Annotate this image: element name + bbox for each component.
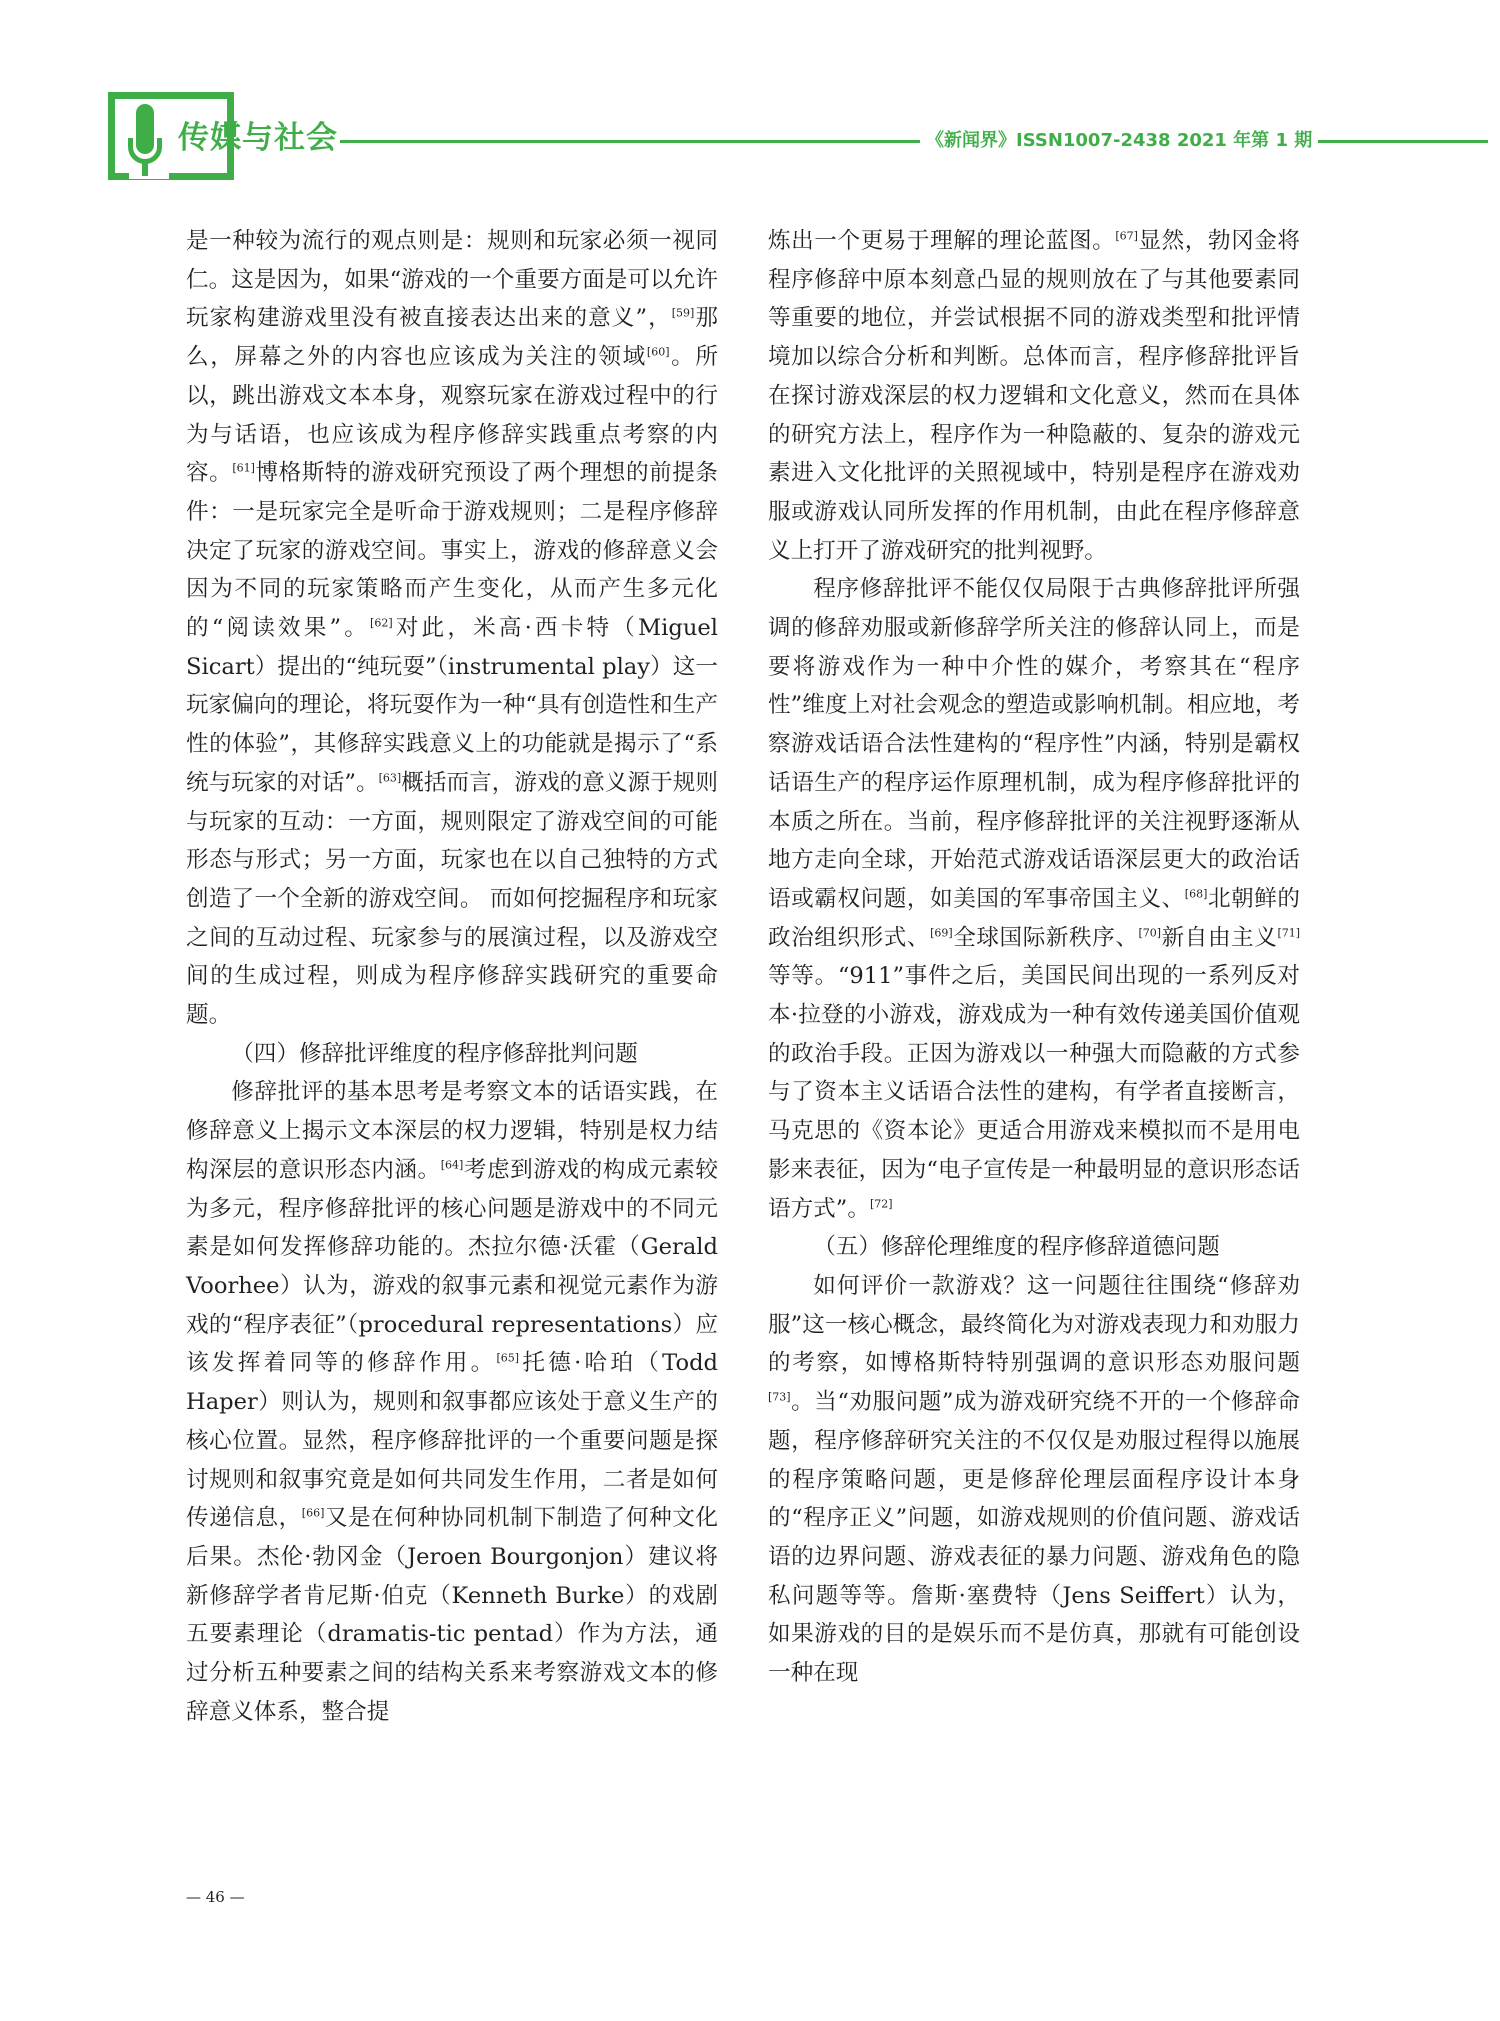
header-rule-right (1318, 140, 1488, 143)
subheading: （五）修辞伦理维度的程序修辞道德问题 (813, 1234, 1220, 1261)
subheading: （四）修辞批评维度的程序修辞批判问题 (231, 1040, 638, 1067)
citation-ref: [62] (370, 616, 393, 630)
citation-ref: [69] (930, 926, 953, 940)
citation-ref: [59] (671, 306, 695, 320)
citation-ref: [71] (1277, 926, 1301, 940)
paragraph: 炼出一个更易于理解的理论蓝图。[67]显然，勃冈金将程序修辞中原本刻意凸显的规则放在了与其他要素同等重要的地位，并尝试根据不同的游戏类型和批评情境加以综合分析和判断。总体而言，程序修辞批评旨在探讨游戏深层的权力逻辑和文化意义，然而在具体的研究方法上，程序作为一种隐蔽的、复杂的游戏元素进入文化批评的关照视域中，特别是程序在游戏劝服或游戏认同所发挥的作用机制，由此在程序修辞意义上打开了游戏研究的批判视野。 (768, 228, 1301, 564)
right-column (768, 222, 1300, 1693)
citation-ref: [65] (496, 1351, 520, 1365)
citation-ref: [66] (301, 1506, 325, 1520)
citation-ref: [64] (440, 1158, 464, 1172)
paragraph: 修辞批评的基本思考是考察文本的话语实践，在修辞意义上揭示文本深层的权力逻辑，特别是权力结构深层的意识形态内涵。[64]考虑到游戏的构成元素较为多元，程序修辞批评的核心问题是游戏中的不同元素是如何发挥修辞功能的。杰拉尔德·沃霍（Gerald Voorhee）认为，游戏的叙事元素和视觉元素作为游戏的“程序表征”（procedural representations）应该发挥着同等的修辞作用。[65]托德·哈珀（Todd Haper）则认为，规则和叙事都应该处于意义生产的核心位置。显然，程序修辞批评的一个重要问题是探讨规则和叙事究竟是如何共同发生作用，二者是如何传递信息，[66]又是在何种协同机制下制造了何种文化后果。杰伦·勃冈金（Jeroen Bourgonjon）建议将新修辞学者肯尼斯·伯克（Kenneth Burke）的戏剧五要素理论（dramatis-tic pentad）作为方法，通过分析五种要素之间的结构关系来考察游戏文本的修辞意义体系，整合提 (186, 1079, 719, 1725)
header-rule-left (340, 140, 920, 143)
citation-ref: [70] (1138, 926, 1162, 940)
journal-info: 《新闻界》ISSN1007-2438 2021 年第 1 期 (926, 130, 1313, 151)
paragraph: 是一种较为流行的观点则是：规则和玩家必须一视同仁。这是因为，如果“游戏的一个重要方面是可以允许玩家构建游戏里没有被直接表达出来的意义”，[59]那么，屏幕之外的内容也应该成为关注的领域[60]。所以，跳出游戏文本本身，观察玩家在游戏过程中的行为与话语，也应该成为程序修辞实践重点考察的内容。[61]博格斯特的游戏研究预设了两个理想的前提条件：一是玩家完全是听命于游戏规则；二是程序修辞决定了玩家的游戏空间。事实上，游戏的修辞意义会因为不同的玩家策略而产生变化，从而产生多元化的“阅读效果”。[62]对此，米高·西卡特（Miguel Sicart）提出的“纯玩耍”（instrumental play）这一玩家偏向的理论，将玩耍作为一种“具有创造性和生产性的体验”，其修辞实践意义上的功能就是揭示了“系统与玩家的对话”。[63]概括而言，游戏的意义源于规则与玩家的互动：一方面，规则限定了游戏空间的可能形态与形式；另一方面，玩家也在以自己独特的方式创造了一个全新的游戏空间。 而如何挖掘程序和玩家之间的互动过程、玩家参与的展演过程，以及游戏空间的生成过程，则成为程序修辞实践研究的重要命题。 (186, 228, 719, 1029)
section-title: 传媒与社会 (178, 120, 338, 156)
page-number: — 46 — (186, 1888, 245, 1906)
citation-ref: [67] (1115, 229, 1138, 243)
left-column (186, 222, 718, 1731)
paragraph: 如何评价一款游戏？这一问题往往围绕“修辞劝服”这一核心概念，最终简化为对游戏表现力和劝服力的考察，如博格斯特特别强调的意识形态劝服问题[73]。当“劝服问题”成为游戏研究绕不开的一个修辞命题，程序修辞研究关注的不仅仅是劝服过程得以施展的程序策略问题，更是修辞伦理层面程序设计本身的“程序正义”问题，如游戏规则的价值问题、游戏话语的边界问题、游戏表征的暴力问题、游戏角色的隐私问题等等。詹斯·塞费特（Jens Seiffert）认为，如果游戏的目的是娱乐而不是仿真，那就有可能创设一种在现 (768, 1272, 1300, 1687)
citation-ref: [72] (869, 1197, 893, 1211)
citation-ref: [73] (768, 1390, 791, 1404)
citation-ref: [60] (646, 345, 670, 359)
citation-ref: [61] (232, 461, 255, 475)
paragraph: 程序修辞批评不能仅仅局限于古典修辞批评所强调的修辞劝服或新修辞学所关注的修辞认同上，而是要将游戏作为一种中介性的媒介，考察其在“程序性”维度上对社会观念的塑造或影响机制。相应地，考察游戏话语合法性建构的“程序性”内涵，特别是霸权话语生产的程序运作原理机制，成为程序修辞批评的本质之所在。当前，程序修辞批评的关注视野逐渐从地方走向全球，开始范式游戏话语深层更大的政治话语或霸权问题，如美国的军事帝国主义、[68]北朝鲜的政治组织形式、[69]全球国际新秩序、[70]新自由主义[71]等等。“911”事件之后，美国民间出现的一系列反对本·拉登的小游戏，游戏成为一种有效传递美国价值观的政治手段。正因为游戏以一种强大而隐蔽的方式参与了资本主义话语合法性的建构，有学者直接断言，马克思的《资本论》更适合用游戏来模拟而不是用电影来表征，因为“电子宣传是一种最明显的意识形态话语方式”。[72] (768, 576, 1301, 1222)
citation-ref: [68] (1184, 887, 1208, 901)
page-header (0, 0, 1500, 200)
citation-ref: [63] (378, 771, 402, 785)
